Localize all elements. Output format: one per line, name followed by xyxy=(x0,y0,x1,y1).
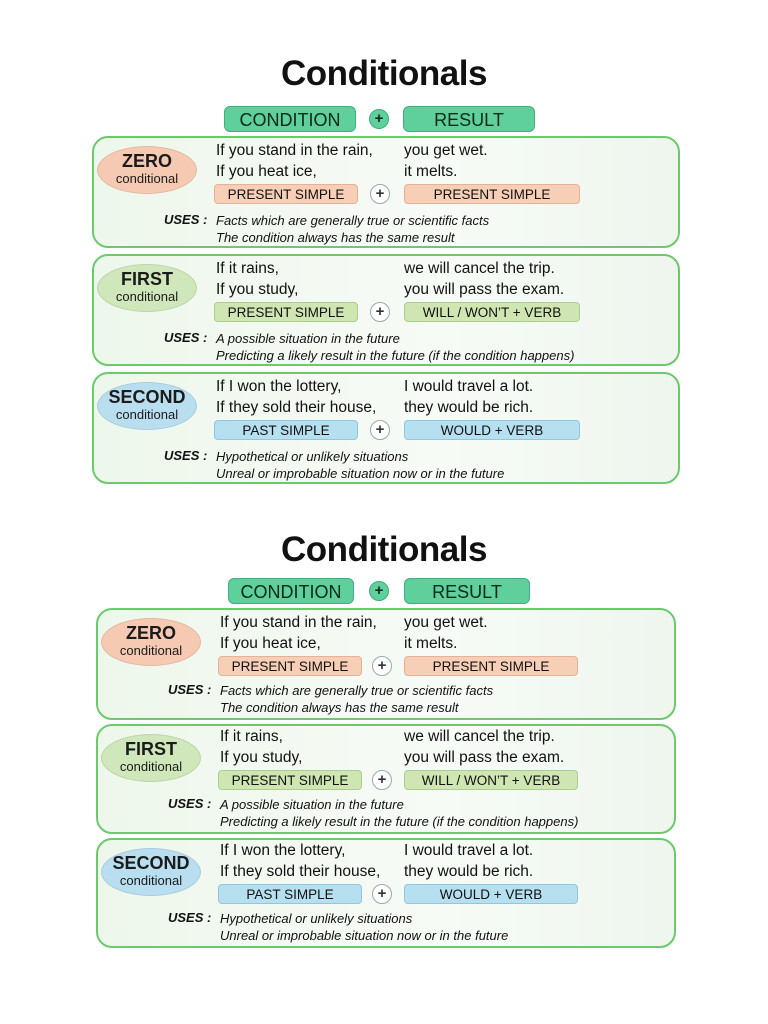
result-example-1: you get wet. xyxy=(404,142,488,159)
condition-example-1: If you stand in the rain, xyxy=(220,614,377,631)
badge-subtitle: conditional xyxy=(115,171,179,186)
badge-subtitle: conditional xyxy=(115,289,179,304)
result-example-2: you will pass the exam. xyxy=(404,281,565,298)
second-conditional-badge xyxy=(97,382,197,430)
uses-line-2: Predicting a likely result in the future (if the condition happens) xyxy=(220,814,579,829)
uses-label: USES : xyxy=(164,212,208,227)
uses-line-1: Hypothetical or unlikely situations xyxy=(216,449,409,464)
uses-label: USES : xyxy=(168,910,212,925)
plus-icon: + xyxy=(370,420,390,440)
condition-example-1: If it rains, xyxy=(216,260,279,277)
condition-example-1: If you stand in the rain, xyxy=(216,142,373,159)
page-title: Conditionals xyxy=(281,530,487,569)
result-example-2: it melts. xyxy=(404,635,458,652)
condition-example-2: If they sold their house, xyxy=(220,863,381,880)
condition-example-2: If you study, xyxy=(216,281,299,298)
plus-icon: + xyxy=(370,302,390,322)
badge-subtitle: conditional xyxy=(119,759,183,774)
badge-title: SECOND xyxy=(108,387,186,407)
uses-line-2: Unreal or improbable situation now or in the future xyxy=(216,466,505,481)
condition-header: CONDITION xyxy=(228,578,354,604)
result-example-1: we will cancel the trip. xyxy=(404,260,555,277)
zero-conditional-card xyxy=(96,608,676,720)
first-conditional-card xyxy=(96,724,676,834)
uses-label: USES : xyxy=(164,330,208,345)
uses-label: USES : xyxy=(168,682,212,697)
result-example-2: it melts. xyxy=(404,163,458,180)
condition-tense: PAST SIMPLE xyxy=(214,420,358,440)
result-example-1: you get wet. xyxy=(404,614,488,631)
badge-title: ZERO xyxy=(121,151,172,171)
condition-example-2: If you heat ice, xyxy=(216,163,317,180)
condition-tense: PRESENT SIMPLE xyxy=(214,184,358,204)
condition-tense: PAST SIMPLE xyxy=(218,884,362,904)
badge-title: SECOND xyxy=(112,853,190,873)
second-conditional-badge xyxy=(101,848,201,896)
result-example-1: I would travel a lot. xyxy=(404,378,534,395)
result-example-1: we will cancel the trip. xyxy=(404,728,555,745)
uses-line-2: Unreal or improbable situation now or in the future xyxy=(220,928,509,943)
uses-line-1: A possible situation in the future xyxy=(220,797,404,812)
plus-icon: + xyxy=(369,109,389,129)
badge-title: FIRST xyxy=(125,739,177,759)
condition-example-1: If I won the lottery, xyxy=(220,842,346,859)
condition-example-2: If they sold their house, xyxy=(216,399,377,416)
result-header: RESULT xyxy=(404,578,530,604)
uses-label: USES : xyxy=(168,796,212,811)
result-tense: PRESENT SIMPLE xyxy=(404,656,578,676)
result-example-2: they would be rich. xyxy=(404,863,534,880)
result-example-2: you will pass the exam. xyxy=(404,749,565,766)
uses-line-1: Facts which are generally true or scientific facts xyxy=(220,683,494,698)
uses-line-1: Hypothetical or unlikely situations xyxy=(220,911,413,926)
uses-line-2: Predicting a likely result in the future (if the condition happens) xyxy=(216,348,575,363)
second-conditional-card xyxy=(92,372,680,484)
badge-title: ZERO xyxy=(125,623,176,643)
condition-example-1: If I won the lottery, xyxy=(216,378,342,395)
second-conditional-card xyxy=(96,838,676,948)
condition-example-1: If it rains, xyxy=(220,728,283,745)
plus-icon: + xyxy=(372,770,392,790)
badge-subtitle: conditional xyxy=(119,873,183,888)
plus-icon: + xyxy=(370,184,390,204)
result-example-1: I would travel a lot. xyxy=(404,842,534,859)
result-example-2: they would be rich. xyxy=(404,399,534,416)
result-tense: WILL / WON’T + VERB xyxy=(404,302,580,322)
first-conditional-badge xyxy=(97,264,197,312)
first-conditional-card xyxy=(92,254,680,366)
plus-icon: + xyxy=(369,581,389,601)
uses-line-2: The condition always has the same result xyxy=(216,230,455,245)
first-conditional-badge xyxy=(101,734,201,782)
uses-line-1: A possible situation in the future xyxy=(216,331,400,346)
plus-icon: + xyxy=(372,884,392,904)
condition-tense: PRESENT SIMPLE xyxy=(218,656,362,676)
uses-line-2: The condition always has the same result xyxy=(220,700,459,715)
zero-conditional-badge xyxy=(97,146,197,194)
result-tense: PRESENT SIMPLE xyxy=(404,184,580,204)
uses-label: USES : xyxy=(164,448,208,463)
page-title: Conditionals xyxy=(281,54,487,93)
condition-example-2: If you heat ice, xyxy=(220,635,321,652)
uses-line-1: Facts which are generally true or scientific facts xyxy=(216,213,490,228)
condition-tense: PRESENT SIMPLE xyxy=(214,302,358,322)
badge-subtitle: conditional xyxy=(115,407,179,422)
badge-subtitle: conditional xyxy=(119,643,183,658)
result-header: RESULT xyxy=(403,106,535,132)
badge-title: FIRST xyxy=(121,269,173,289)
condition-header: CONDITION xyxy=(224,106,356,132)
zero-conditional-badge xyxy=(101,618,201,666)
zero-conditional-card xyxy=(92,136,680,248)
result-tense: WOULD + VERB xyxy=(404,420,580,440)
plus-icon: + xyxy=(372,656,392,676)
condition-tense: PRESENT SIMPLE xyxy=(218,770,362,790)
result-tense: WILL / WON’T + VERB xyxy=(404,770,578,790)
result-tense: WOULD + VERB xyxy=(404,884,578,904)
condition-example-2: If you study, xyxy=(220,749,303,766)
